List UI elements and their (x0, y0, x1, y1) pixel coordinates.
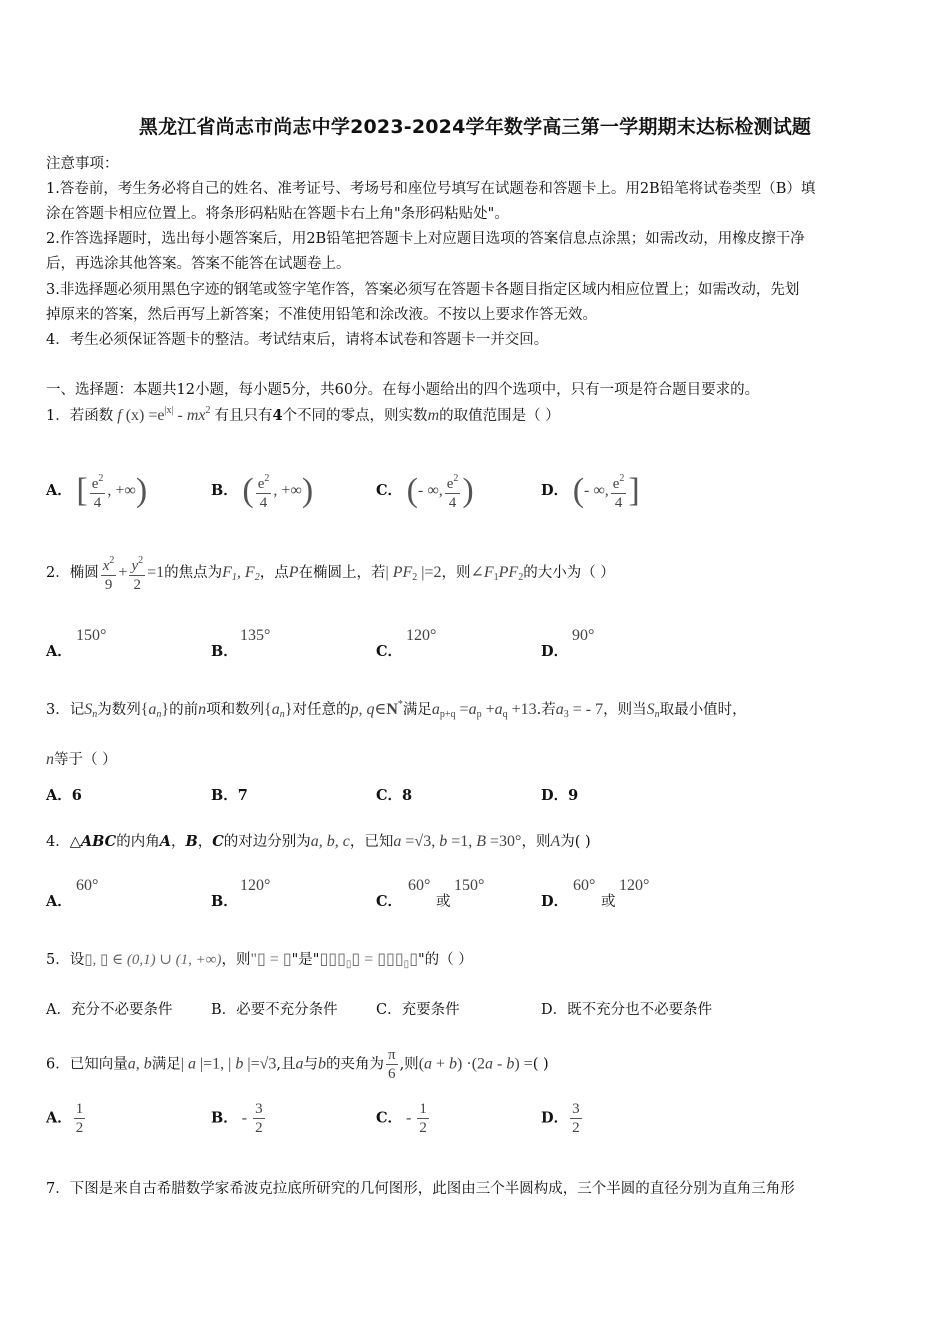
q1-a-frac: $\frac{e^2}{4}$ (90, 470, 106, 512)
q6-text-a: 6．已知向量 (46, 1056, 128, 1073)
q6-text-c: ,且 (276, 1056, 296, 1073)
q4-option-a-label: A． (46, 893, 72, 910)
q3-option-b-label: B．7 (211, 787, 248, 804)
q4-option-b-label: B． (211, 893, 238, 910)
q3-a3: $a_3$ = - 7 (555, 701, 604, 720)
q2-option-b-value: 135° (240, 627, 271, 644)
q3-text-i: 取最小值时， (659, 702, 747, 718)
q6-option-d-label: D． (541, 1109, 569, 1127)
q1-option-c[interactable] (376, 470, 474, 512)
question-5 (46, 948, 473, 970)
q1-formula-paren: $(x) =e^{|x|} - mx^2$ (121, 405, 211, 424)
q6-text-b: 满足 (151, 1056, 181, 1073)
q3-text-d: 项和数列 (206, 702, 265, 718)
q5-option-a[interactable] (46, 998, 172, 1019)
q3-text-c: 的前 (169, 702, 199, 718)
q6-b-minus: - (237, 1109, 252, 1127)
q1-text-d: 的取值范围是（ ） (439, 408, 560, 424)
q4-B: B (185, 833, 198, 850)
q4-option-b-value: 120° (240, 877, 271, 894)
q3-text-b: 为数列 (97, 702, 141, 718)
q1-option-b-label: B． (211, 482, 238, 499)
q2-text-b: 的焦点为 (164, 565, 223, 581)
q3-text-a: 3．记 (46, 702, 85, 718)
question-4 (46, 830, 591, 851)
q6-option-c-label: C． (376, 1109, 403, 1127)
q4-option-d-or: 或 (601, 894, 616, 910)
q1-option-c-label: C． (376, 482, 403, 499)
q2-option-a[interactable] (46, 640, 72, 661)
notes-line-4: 后，再选涂其他答案。答案不能答在试题卷上。 (46, 256, 351, 272)
q3-option-a[interactable] (46, 784, 82, 805)
q6-d-frac: $\frac{3}{2}$ (572, 1101, 580, 1136)
q5-text-c: "是" (291, 952, 320, 968)
q3-text-f: 满足 (402, 702, 432, 718)
q6-option-a-label: A． (46, 1109, 72, 1127)
q2-option-d[interactable] (541, 640, 568, 661)
q2-text-a: 2．椭圆 (46, 565, 99, 581)
q4-text-e: 的对边分别为 (223, 834, 311, 850)
q6-text-g: ( ) (532, 1056, 549, 1073)
notes-line-1: 1.答卷前，考生务必将自己的姓名、准考证号、考场号和座位号填写在试题卷和答题卡上。用2B铅笔将试卷类型（B）填 (46, 181, 816, 197)
q1-formula: f (113, 407, 122, 424)
q2-text-f: 的大小为（ ） (523, 565, 615, 581)
q3-sn: $S_n$ (84, 701, 98, 720)
q4-text-d: ， (197, 834, 213, 850)
q4-option-d[interactable] (541, 890, 568, 911)
q2-point-p: P (288, 564, 299, 581)
q5-option-c[interactable] (376, 998, 460, 1019)
question-1 (46, 404, 560, 425)
q1-number: 4 (272, 407, 283, 424)
q6-vectors: a, b (127, 1055, 152, 1073)
q6-text-d: 与 (303, 1056, 318, 1073)
q3-an: $\{a_n\}$ (140, 701, 170, 720)
q6-a-frac: $\frac{1}{2}$ (75, 1101, 84, 1136)
q6-a: a (295, 1055, 304, 1073)
q6-text-e: 的夹角为 (326, 1056, 384, 1073)
q3-option-d-label: D．9 (541, 787, 579, 804)
q3-option-c[interactable] (376, 784, 412, 805)
q6-option-c[interactable] (376, 1100, 431, 1137)
q6-angle-frac: $\frac{\pi}{6}$ (388, 1047, 396, 1082)
q4-C: C (212, 833, 224, 850)
q4-text-c: ， (170, 834, 186, 850)
q3-text-g: .若 (536, 702, 556, 718)
q1-c-rest: - ∞, (417, 482, 443, 499)
q6-option-b-label: B． (211, 1109, 238, 1127)
q1-text-b: 有且只有 (214, 408, 273, 424)
q3-n: n (198, 701, 207, 718)
q6-norms: | a |=1, | b |=√3 (180, 1055, 277, 1073)
q6-option-d[interactable] (541, 1100, 584, 1137)
page-title: 黑龙江省尚志市尚志中学2023-2024学年数学高三第一学期期末达标检测试题 (138, 116, 812, 138)
q3-n-2: n (46, 751, 54, 768)
q3-option-b[interactable] (211, 784, 248, 805)
q5-text-d: "的（ ） (418, 952, 473, 968)
q1-d-bracket: ( (572, 472, 585, 509)
question-3-line-2 (46, 748, 117, 769)
q2-angle: $\angle F_1PF_2$ (470, 564, 524, 583)
q4-text-b: 的内角 (116, 834, 160, 850)
q4-option-c-label: C． (376, 893, 403, 910)
q4-option-c-or: 或 (436, 894, 451, 910)
q1-option-a-label: A． (46, 482, 72, 499)
q2-option-d-value: 90° (572, 627, 595, 644)
q3-option-d[interactable] (541, 784, 578, 805)
q4-option-d-value-1: 60° (573, 877, 596, 894)
q3-text-j: 等于（ ） (54, 752, 117, 768)
q4-text-f: ，已知 (349, 834, 394, 850)
q1-text-c: 个不同的零点，则实数 (282, 408, 428, 424)
q3-sn-2: $S_n$ (646, 701, 660, 720)
q6-c-minus: - (402, 1109, 416, 1127)
question-7: 7．下图是来自古希腊数学家希波克拉底所研究的几何图形，此图由三个半圆构成，三个半圆的直径分别为直角三角形 (46, 1181, 795, 1197)
q5-cond1: "▯ = ▯ (250, 951, 292, 968)
q3-an-2: $\{a_n\}$ (264, 701, 293, 720)
q5-option-d-label: D．既不充分也不必要条件 (541, 1002, 713, 1018)
notes-line-2: 涂在答题卡相应位置上。将条形码粘贴在答题卡右上角"条形码粘贴处"。 (46, 206, 509, 222)
q3-relation: $a_{p+q} =a_p +a_q +13$ (431, 701, 537, 720)
notes-line-5: 3.非选择题必须用黑色字迹的钢笔或签字笔作答，答案必须写在答题卡各题目指定区域内相应位置上；如需改动，先划 (46, 282, 800, 298)
q4-sides: a, b, c (310, 833, 350, 850)
q3-option-a-label: A．6 (46, 787, 82, 804)
q6-b-frac: $\frac{3}{2}$ (255, 1101, 263, 1136)
notes-line-6: 掉原来的答案，然后再写上新答案；不准使用铅笔和涂改液。不按以上要求作答无效。 (46, 307, 597, 323)
q4-A-var: A (550, 833, 561, 850)
q3-text-h: ，则当 (603, 702, 647, 718)
q2-option-b[interactable] (211, 640, 238, 661)
q2-text-d: 在椭圆上，若 (298, 565, 386, 581)
section-heading: 一、选择题：本题共12小题，每小题5分，共60分。在每小题给出的四个选项中，只有一项是符合题目要求的。 (46, 382, 760, 398)
q3-pq: p, q∈N* (350, 699, 403, 718)
q2-foci: $F_1$, $F_2$ (222, 564, 260, 583)
q5-option-a-label: A．充分不必要条件 (46, 1002, 173, 1018)
q2-eq: =1 (147, 564, 165, 581)
q1-b-rest: , +∞ (273, 482, 302, 499)
q2-option-d-label: D． (541, 643, 569, 660)
notes-line-3: 2.作答选择题时，选出每小题答案后，用2B铅笔把答题卡上对应题目选项的答案信息点涂黑；如需改动，用橡皮擦干净 (46, 231, 805, 247)
q5-text-a: 5．设 (46, 952, 85, 968)
q1-option-d-label: D． (541, 482, 569, 499)
q2-condition: | $PF_2$ |=2 (385, 564, 442, 583)
q2-option-c[interactable] (376, 640, 402, 661)
question-6 (46, 1046, 549, 1083)
q5-text-b: ，则 (221, 952, 251, 968)
q4-option-c-value-1: 60° (408, 877, 431, 894)
q2-frac-x: $\frac{x^2}{9}$ (101, 552, 117, 594)
q1-b-frac: $\frac{e^2}{4}$ (256, 470, 272, 512)
q6-expression: (a + b) ·(2a - b) = (418, 1055, 533, 1073)
q1-b-bracket-r: ) (301, 472, 314, 509)
q1-a-bracket-r: ) (135, 472, 148, 509)
q6-b: b (318, 1055, 326, 1073)
q2-option-a-label: A． (46, 643, 72, 660)
q1-a-bracket: [ (76, 472, 88, 509)
q2-option-c-label: C． (376, 643, 403, 660)
q1-d-bracket-r: ] (628, 472, 640, 509)
q1-b-bracket: ( (242, 472, 254, 509)
q5-option-b-label: B．必要不充分条件 (211, 1002, 338, 1018)
q4-abc: ABC (80, 833, 117, 850)
q4-given: a =√3, b =1, B =30° (393, 833, 522, 850)
q4-text-g: ，则 (521, 834, 551, 850)
q4-option-b[interactable] (211, 890, 238, 911)
q5-set: ▯, ▯ ∈ (0,1) ∪ (1, +∞) (84, 952, 222, 968)
q5-cond2: $▯▯▯_▯▯$ = $▯▯▯_▯▯$ (319, 951, 418, 970)
q5-option-b[interactable] (211, 998, 338, 1019)
q2-option-c-value: 120° (406, 627, 437, 644)
q1-d-frac: $\frac{e^2}{4}$ (611, 470, 627, 512)
q2-option-a-value: 150° (76, 627, 107, 644)
q6-text-f: ,则 (399, 1056, 419, 1073)
question-2: 2．椭圆 $\frac{x^2}{9}$ + $\frac{y^2}{2}$ =1的焦点为$F_1$, $F_2$，点P在椭圆上，若| $PF_2$ |=2，则$\angle F_1PF_2$的大小为（ ） (46, 552, 615, 594)
q1-c-frac: $\frac{e^2}{4}$ (445, 470, 461, 512)
q1-c-bracket: ( (406, 472, 418, 509)
q1-c-bracket-r: ) (462, 472, 474, 509)
q6-option-a[interactable] (46, 1100, 87, 1137)
q4-option-a-value: 60° (76, 877, 99, 894)
q4-A: A (159, 833, 171, 850)
q4-option-c-value-2: 150° (454, 877, 485, 894)
q3-option-c-label: C．8 (376, 787, 413, 804)
q1-d-rest: - ∞, (584, 482, 609, 499)
q4-option-d-label: D． (541, 893, 569, 910)
q4-text-a: 4．△ (46, 834, 81, 850)
q4-option-c[interactable] (376, 890, 402, 911)
q2-text-e: ，则 (441, 565, 471, 581)
q2-option-b-label: B． (211, 643, 238, 660)
q4-text-h: 为( ) (560, 834, 591, 850)
q1-var-m: m (427, 407, 440, 424)
q2-frac-y: $\frac{y^2}{2}$ (129, 552, 145, 594)
q6-option-b[interactable] (211, 1100, 267, 1137)
q5-option-c-label: C．充要条件 (376, 1002, 460, 1018)
q4-option-d-value-2: 120° (619, 877, 650, 894)
q2-text-c: ，点 (259, 565, 289, 581)
notes-line-7: 4．考生必须保证答题卡的整洁。考试结束后，请将本试卷和答题卡一并交回。 (46, 332, 549, 348)
q5-option-d[interactable] (541, 998, 712, 1019)
q6-c-frac: $\frac{1}{2}$ (419, 1101, 427, 1136)
q1-option-b[interactable] (211, 470, 313, 512)
q3-text-e: 对任意的 (292, 702, 351, 718)
notes-heading: 注意事项： (46, 156, 119, 172)
q1-a-rest: , +∞ (107, 482, 136, 499)
q1-option-a[interactable] (46, 470, 147, 512)
q1-option-d[interactable] (541, 470, 640, 512)
q1-text-a: 1．若函数 (46, 408, 114, 424)
question-3 (46, 698, 747, 720)
q4-option-a[interactable] (46, 890, 72, 911)
